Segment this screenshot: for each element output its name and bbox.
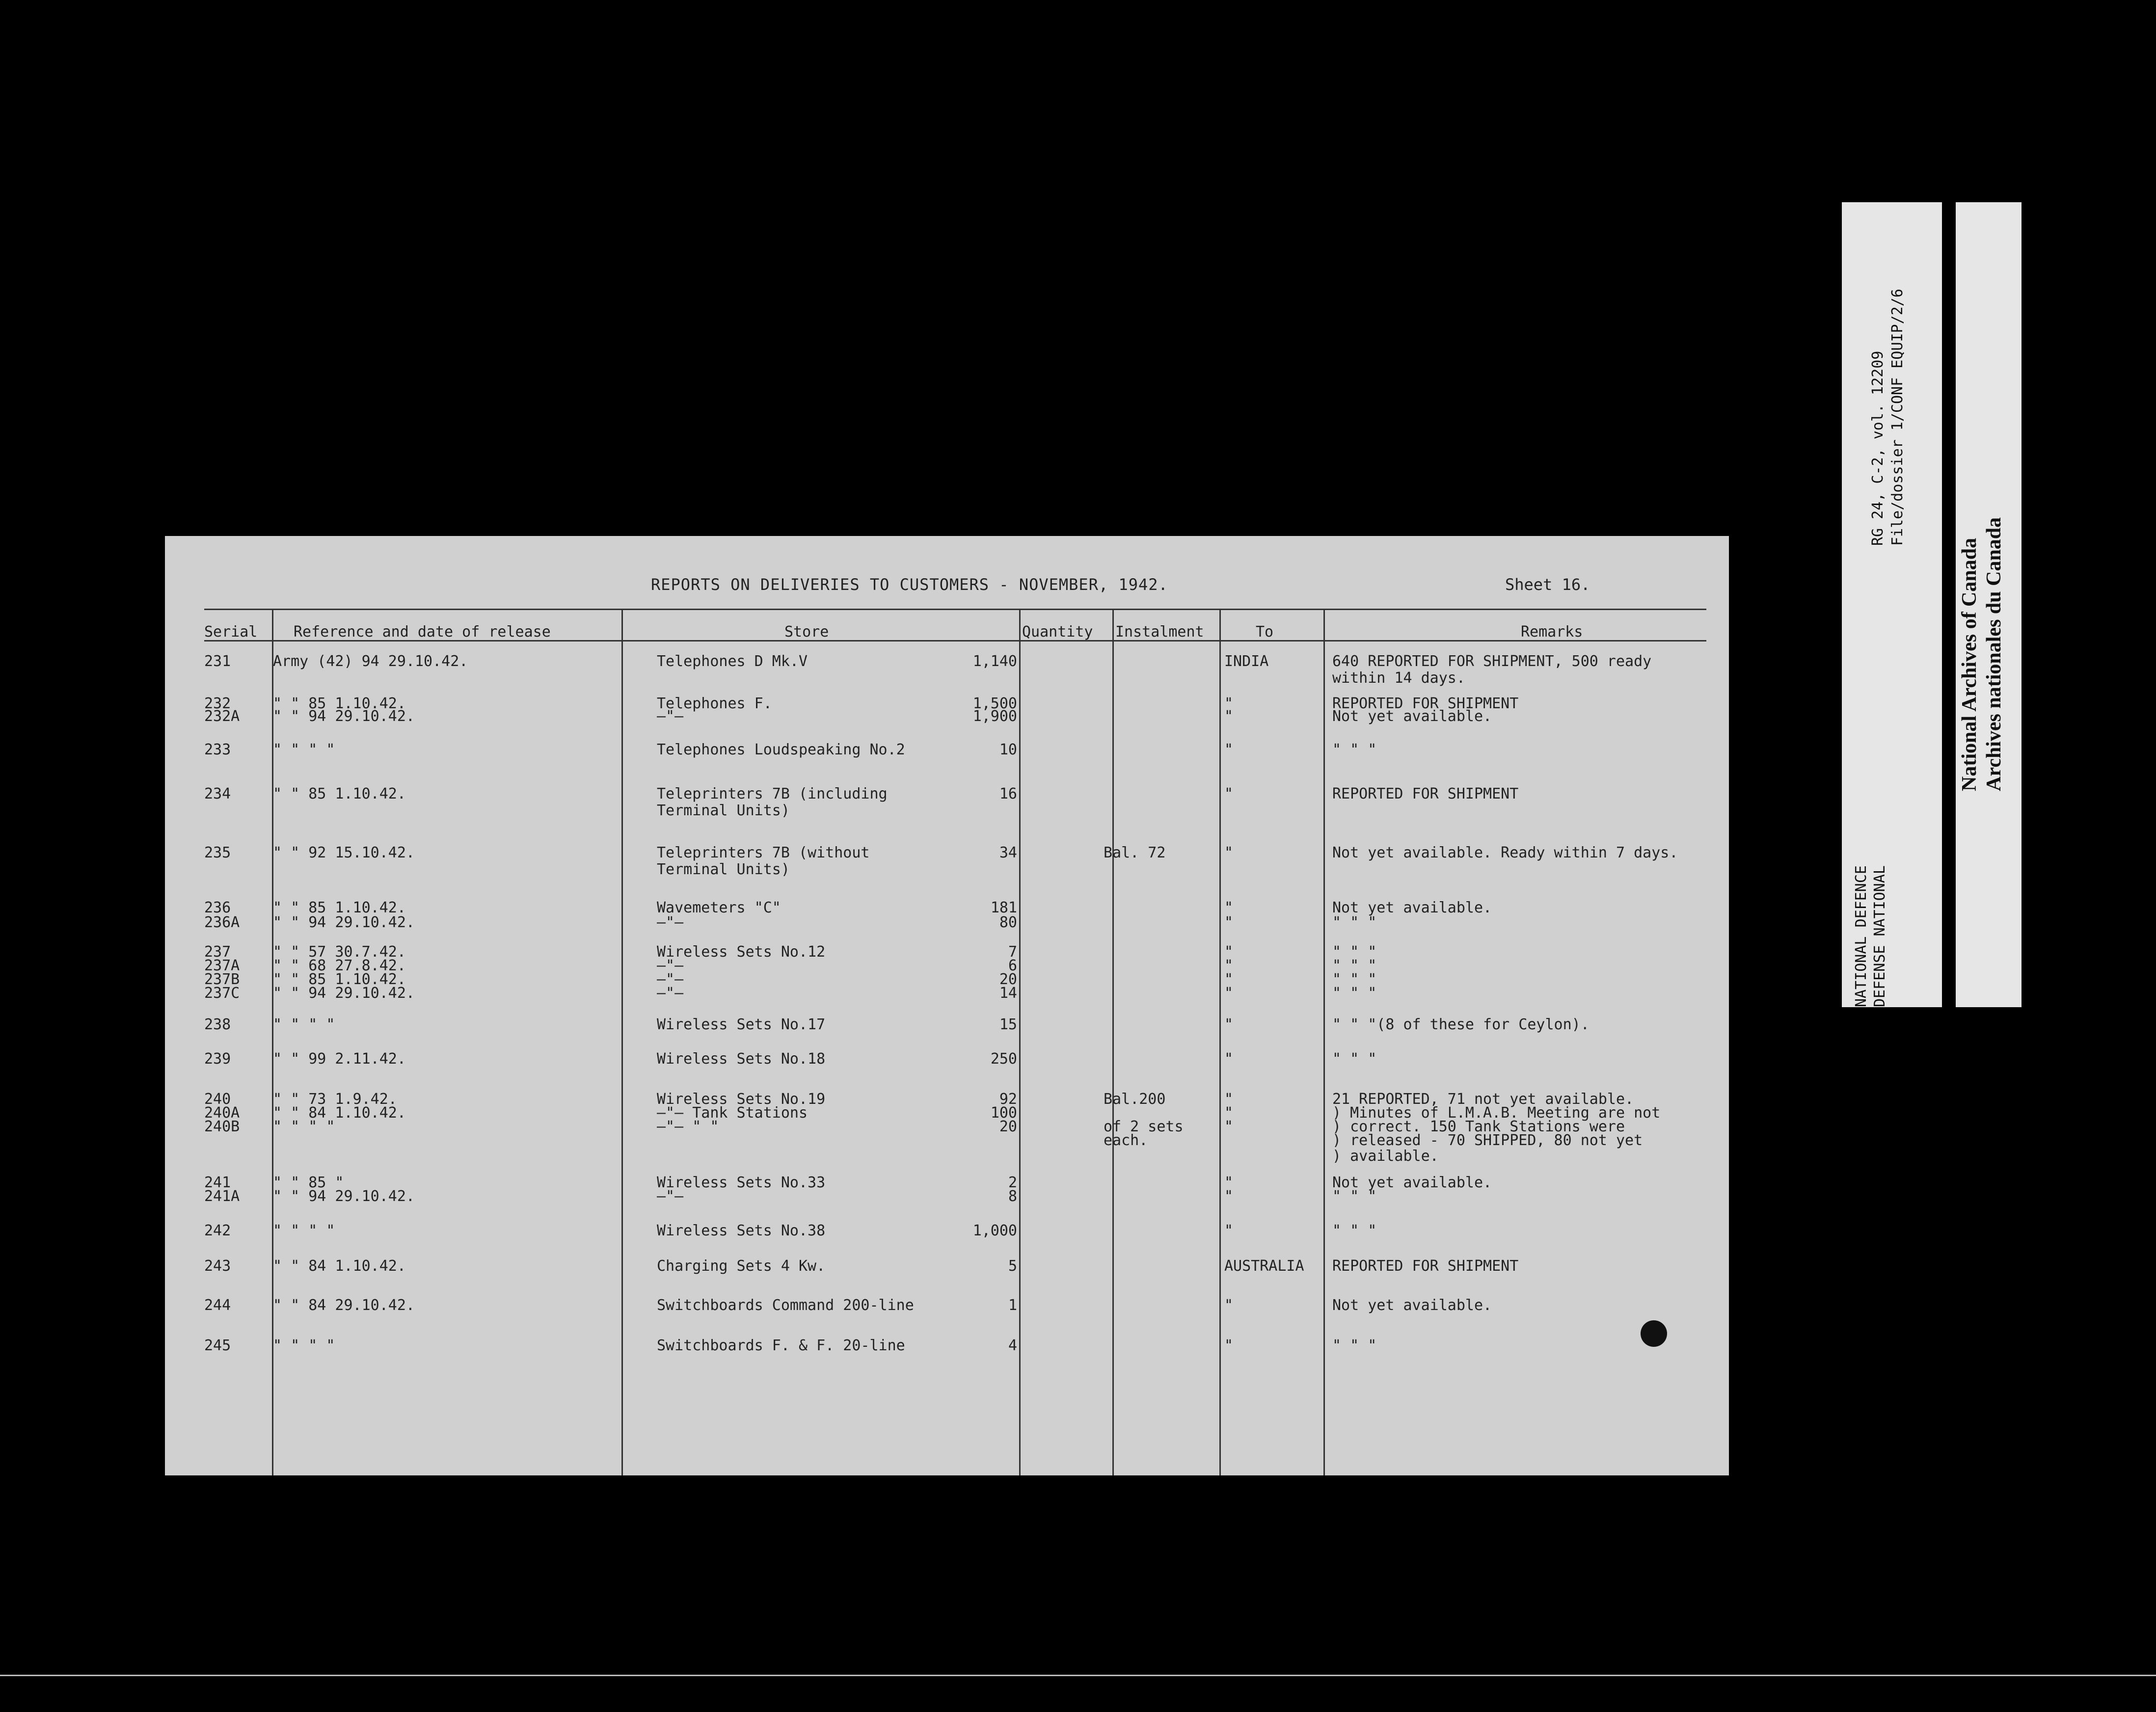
remarks-cell: " " " bbox=[1332, 943, 1377, 961]
quantity-cell: 1,000 bbox=[972, 1222, 1017, 1239]
reference-cell: " " 84 1.10.42. bbox=[273, 1257, 406, 1275]
store-cell: —"— bbox=[657, 1188, 684, 1205]
destination-cell: " bbox=[1224, 1016, 1234, 1033]
serial-cell: 237C bbox=[204, 985, 240, 1002]
remarks-cell: " " " bbox=[1332, 985, 1377, 1002]
store-cell: —"— " " bbox=[657, 1118, 719, 1135]
store-cell: Wavemeters "C" bbox=[657, 899, 781, 916]
rule-top bbox=[204, 609, 1706, 610]
store-cell: Terminal Units) bbox=[657, 802, 790, 819]
serial-cell: 232 bbox=[204, 695, 231, 712]
quantity-cell: 16 bbox=[999, 785, 1017, 802]
archive-name-card bbox=[1956, 202, 2021, 1007]
store-cell: Teleprinters 7B (without bbox=[657, 844, 870, 861]
table-row bbox=[165, 1222, 1729, 1242]
destination-cell: " bbox=[1224, 943, 1234, 961]
archive-name-en: National Archives of Canada bbox=[1958, 537, 1981, 791]
reference-cell: " " 94 29.10.42. bbox=[273, 914, 415, 931]
serial-cell: 239 bbox=[204, 1050, 231, 1068]
serial-cell: 238 bbox=[204, 1016, 231, 1033]
quantity-cell: 181 bbox=[990, 899, 1017, 916]
scan-edge-line bbox=[0, 1675, 2156, 1676]
serial-cell: 237 bbox=[204, 943, 231, 961]
header-store: Store bbox=[784, 623, 829, 641]
reference-cell: " " 94 29.10.42. bbox=[273, 708, 415, 725]
reference-cell: " " 68 27.8.42. bbox=[273, 957, 406, 974]
serial-cell: 231 bbox=[204, 653, 231, 670]
quantity-cell: 14 bbox=[999, 985, 1017, 1002]
sheet-number: Sheet 16. bbox=[1505, 575, 1590, 594]
archive-ref-line1: RG 24, C-2, vol. 12209 bbox=[1869, 350, 1886, 546]
department-line1: NATIONAL DEFENCE bbox=[1853, 865, 1870, 1007]
reference-cell: " " 94 29.10.42. bbox=[273, 1188, 415, 1205]
serial-cell: 241 bbox=[204, 1174, 231, 1191]
instalment-cell: Bal.200 bbox=[1104, 1091, 1166, 1108]
store-cell: —"— bbox=[657, 708, 684, 725]
remarks-cell: Not yet available. bbox=[1332, 708, 1492, 725]
destination-cell: " bbox=[1224, 708, 1234, 725]
document-title: REPORTS ON DELIVERIES TO CUSTOMERS - NOVEMBER, 1942. bbox=[651, 575, 1168, 594]
reference-cell: " " 57 30.7.42. bbox=[273, 943, 406, 961]
quantity-cell: 10 bbox=[999, 741, 1017, 758]
destination-cell: " bbox=[1224, 1297, 1234, 1314]
table-row bbox=[165, 985, 1729, 1004]
serial-cell: 240B bbox=[204, 1118, 240, 1135]
quantity-cell: 250 bbox=[990, 1050, 1017, 1068]
table-row bbox=[165, 1188, 1729, 1207]
quantity-cell: 1 bbox=[1008, 1297, 1017, 1314]
header-to: To bbox=[1256, 623, 1274, 641]
serial-cell: 243 bbox=[204, 1257, 231, 1275]
header-quantity: Quantity bbox=[1022, 623, 1093, 641]
archive-ref-line2: File/dossier 1/CONF EQUIP/2/6 bbox=[1889, 289, 1906, 546]
header-instalment: Instalment bbox=[1115, 623, 1204, 641]
reference-cell: " " 94 29.10.42. bbox=[273, 985, 415, 1002]
quantity-cell: 80 bbox=[999, 914, 1017, 931]
serial-cell: 235 bbox=[204, 844, 231, 861]
remarks-cell: REPORTED FOR SHIPMENT bbox=[1332, 785, 1519, 802]
remarks-cell: ) released - 70 SHIPPED, 80 not yet bbox=[1332, 1132, 1643, 1149]
store-cell: Switchboards F. & F. 20-line bbox=[657, 1337, 905, 1354]
table-row bbox=[165, 708, 1729, 727]
archive-reference-card bbox=[1842, 202, 1942, 1007]
header-reference: Reference and date of release bbox=[294, 623, 551, 641]
store-cell: Wireless Sets No.33 bbox=[657, 1174, 826, 1191]
store-cell: Telephones D Mk.V bbox=[657, 653, 808, 670]
quantity-cell: 2 bbox=[1008, 1174, 1017, 1191]
remarks-cell: ) available. bbox=[1332, 1148, 1439, 1165]
quantity-cell: 20 bbox=[999, 971, 1017, 988]
remarks-cell: " " " bbox=[1332, 741, 1377, 758]
serial-cell: 240 bbox=[204, 1091, 231, 1108]
table-row bbox=[165, 1016, 1729, 1036]
serial-cell: 233 bbox=[204, 741, 231, 758]
table-row bbox=[165, 802, 1729, 822]
store-cell: Wireless Sets No.19 bbox=[657, 1091, 826, 1108]
table-row bbox=[165, 669, 1729, 689]
store-cell: —"— bbox=[657, 914, 684, 931]
quantity-cell: 1,500 bbox=[972, 695, 1017, 712]
header-remarks: Remarks bbox=[1521, 623, 1583, 641]
store-cell: Wireless Sets No.12 bbox=[657, 943, 826, 961]
remarks-cell: Not yet available. bbox=[1332, 899, 1492, 916]
store-cell: —"— bbox=[657, 985, 684, 1002]
document-sheet bbox=[165, 536, 1729, 1475]
table-row bbox=[165, 741, 1729, 761]
remarks-cell: 640 REPORTED FOR SHIPMENT, 500 ready bbox=[1332, 653, 1652, 670]
remarks-cell: " " "(8 of these for Ceylon). bbox=[1332, 1016, 1590, 1033]
serial-cell: 244 bbox=[204, 1297, 231, 1314]
remarks-cell: REPORTED FOR SHIPMENT bbox=[1332, 695, 1519, 712]
serial-cell: 242 bbox=[204, 1222, 231, 1239]
table-row bbox=[165, 1050, 1729, 1070]
destination-cell: " bbox=[1224, 844, 1234, 861]
destination-cell: AUSTRALIA bbox=[1224, 1257, 1304, 1275]
destination-cell: " bbox=[1224, 695, 1234, 712]
reference-cell: " " 73 1.9.42. bbox=[273, 1091, 397, 1108]
remarks-cell: " " " bbox=[1332, 1188, 1377, 1205]
serial-cell: 232A bbox=[204, 708, 240, 725]
store-cell: Charging Sets 4 Kw. bbox=[657, 1257, 826, 1275]
table-row bbox=[165, 861, 1729, 881]
reference-cell: " " 99 2.11.42. bbox=[273, 1050, 406, 1068]
remarks-cell: " " " bbox=[1332, 957, 1377, 974]
remarks-cell: ) correct. 150 Tank Stations were bbox=[1332, 1118, 1625, 1135]
remarks-cell: " " " bbox=[1332, 1050, 1377, 1068]
serial-cell: 237B bbox=[204, 971, 240, 988]
reference-cell: " " 85 1.10.42. bbox=[273, 695, 406, 712]
quantity-cell: 92 bbox=[999, 1091, 1017, 1108]
store-cell: Wireless Sets No.38 bbox=[657, 1222, 826, 1239]
reference-cell: " " " " bbox=[273, 1016, 335, 1033]
remarks-cell: Not yet available. bbox=[1332, 1174, 1492, 1191]
destination-cell: " bbox=[1224, 741, 1234, 758]
header-serial: Serial bbox=[204, 623, 258, 641]
destination-cell: " bbox=[1224, 1188, 1234, 1205]
store-cell: Terminal Units) bbox=[657, 861, 790, 878]
destination-cell: " bbox=[1224, 1222, 1234, 1239]
remarks-cell: Not yet available. Ready within 7 days. bbox=[1332, 844, 1678, 861]
remarks-cell: Not yet available. bbox=[1332, 1297, 1492, 1314]
destination-cell: " bbox=[1224, 785, 1234, 802]
serial-cell: 237A bbox=[204, 957, 240, 974]
destination-cell: " bbox=[1224, 957, 1234, 974]
reference-cell: " " " " bbox=[273, 1118, 335, 1135]
reference-cell: " " 85 " bbox=[273, 1174, 344, 1191]
archive-name-fr: Archives nationales du Canada bbox=[1983, 517, 2005, 791]
remarks-cell: REPORTED FOR SHIPMENT bbox=[1332, 1257, 1519, 1275]
destination-cell: " bbox=[1224, 1174, 1234, 1191]
table-row bbox=[165, 1257, 1729, 1277]
store-cell: —"— bbox=[657, 957, 684, 974]
instalment-cell: of 2 sets bbox=[1104, 1118, 1184, 1135]
instalment-cell: Bal. 72 bbox=[1104, 844, 1166, 861]
destination-cell: " bbox=[1224, 1050, 1234, 1068]
destination-cell: " bbox=[1224, 985, 1234, 1002]
store-cell: Wireless Sets No.17 bbox=[657, 1016, 826, 1033]
reference-cell: " " 92 15.10.42. bbox=[273, 844, 415, 861]
reference-cell: " " 84 1.10.42. bbox=[273, 1104, 406, 1122]
destination-cell: " bbox=[1224, 1337, 1234, 1354]
remarks-cell: " " " bbox=[1332, 1337, 1377, 1354]
destination-cell: " bbox=[1224, 1118, 1234, 1135]
serial-cell: 241A bbox=[204, 1188, 240, 1205]
reference-cell: " " 85 1.10.42. bbox=[273, 785, 406, 802]
quantity-cell: 34 bbox=[999, 844, 1017, 861]
reference-cell: " " 85 1.10.42. bbox=[273, 971, 406, 988]
quantity-cell: 1,140 bbox=[972, 653, 1017, 670]
serial-cell: 240A bbox=[204, 1104, 240, 1122]
serial-cell: 236A bbox=[204, 914, 240, 931]
quantity-cell: 20 bbox=[999, 1118, 1017, 1135]
destination-cell: INDIA bbox=[1224, 653, 1269, 670]
reference-cell: Army (42) 94 29.10.42. bbox=[273, 653, 468, 670]
department-line2: DEFENSE NATIONAL bbox=[1871, 865, 1888, 1007]
reference-cell: " " 85 1.10.42. bbox=[273, 899, 406, 916]
store-cell: Teleprinters 7B (including bbox=[657, 785, 888, 802]
ink-blot bbox=[1641, 1320, 1667, 1347]
destination-cell: " bbox=[1224, 1091, 1234, 1108]
quantity-cell: 100 bbox=[990, 1104, 1017, 1122]
destination-cell: " bbox=[1224, 899, 1234, 916]
reference-cell: " " " " bbox=[273, 1337, 335, 1354]
quantity-cell: 7 bbox=[1008, 943, 1017, 961]
store-cell: Switchboards Command 200-line bbox=[657, 1297, 914, 1314]
remarks-cell: ) Minutes of L.M.A.B. Meeting are not bbox=[1332, 1104, 1661, 1122]
serial-cell: 234 bbox=[204, 785, 231, 802]
instalment-cell: each. bbox=[1104, 1132, 1148, 1149]
quantity-cell: 8 bbox=[1008, 1188, 1017, 1205]
quantity-cell: 5 bbox=[1008, 1257, 1017, 1275]
table-row bbox=[165, 1148, 1729, 1167]
reference-cell: " " 84 29.10.42. bbox=[273, 1297, 415, 1314]
serial-cell: 245 bbox=[204, 1337, 231, 1354]
reference-cell: " " " " bbox=[273, 1222, 335, 1239]
remarks-cell: " " " bbox=[1332, 914, 1377, 931]
store-cell: Wireless Sets No.18 bbox=[657, 1050, 826, 1068]
store-cell: —"— Tank Stations bbox=[657, 1104, 808, 1122]
store-cell: Telephones F. bbox=[657, 695, 772, 712]
table-row bbox=[165, 1297, 1729, 1316]
quantity-cell: 15 bbox=[999, 1016, 1017, 1033]
remarks-cell: " " " bbox=[1332, 1222, 1377, 1239]
table-row bbox=[165, 914, 1729, 934]
store-cell: —"— bbox=[657, 971, 684, 988]
quantity-cell: 1,900 bbox=[972, 708, 1017, 725]
remarks-cell: within 14 days. bbox=[1332, 669, 1465, 687]
quantity-cell: 6 bbox=[1008, 957, 1017, 974]
destination-cell: " bbox=[1224, 1104, 1234, 1122]
store-cell: Telephones Loudspeaking No.2 bbox=[657, 741, 905, 758]
remarks-cell: " " " bbox=[1332, 971, 1377, 988]
reference-cell: " " " " bbox=[273, 741, 335, 758]
remarks-cell: 21 REPORTED, 71 not yet available. bbox=[1332, 1091, 1634, 1108]
destination-cell: " bbox=[1224, 914, 1234, 931]
destination-cell: " bbox=[1224, 971, 1234, 988]
quantity-cell: 4 bbox=[1008, 1337, 1017, 1354]
serial-cell: 236 bbox=[204, 899, 231, 916]
table-row bbox=[165, 1337, 1729, 1357]
